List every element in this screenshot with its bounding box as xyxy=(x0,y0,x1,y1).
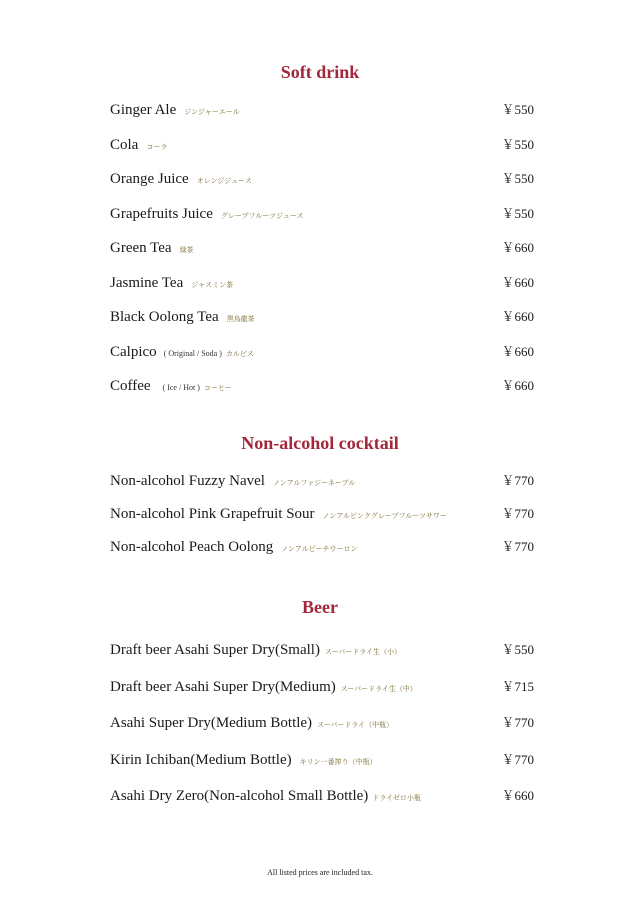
item-price: ￥715 xyxy=(501,679,534,694)
section-title-soft-drink: Soft drink xyxy=(280,62,360,82)
item-name: Jasmine Tea xyxy=(110,275,184,291)
item-price: ￥770 xyxy=(501,539,534,554)
menu-item xyxy=(110,272,534,294)
item-name: Orange Juice xyxy=(110,171,189,187)
item-price: ￥550 xyxy=(501,206,534,221)
menu-item xyxy=(110,470,534,492)
item-variant: ( Original / Soda ) xyxy=(163,349,222,358)
item-japanese-name: カルピス xyxy=(225,350,254,358)
item-name: Non-alcohol Peach Oolong xyxy=(110,539,274,555)
menu-item xyxy=(110,306,534,328)
menu-item xyxy=(110,676,534,698)
menu-item xyxy=(110,375,534,397)
item-japanese-name: ドライゼロ小瓶 xyxy=(372,794,421,802)
item-japanese-name: 緑茶 xyxy=(179,246,194,254)
item-price: ￥660 xyxy=(501,378,534,393)
item-japanese-name: スーパードライ（中瓶） xyxy=(317,721,394,729)
menu-item xyxy=(110,99,534,121)
menu-item xyxy=(110,168,534,190)
menu-item xyxy=(110,503,534,525)
item-price: ￥660 xyxy=(501,309,534,324)
item-japanese-name: コーヒー xyxy=(203,384,232,392)
item-japanese-name: 黒烏龍茶 xyxy=(226,315,255,323)
item-japanese-name: スーパードライ生（中） xyxy=(340,685,417,693)
item-price: ￥550 xyxy=(501,137,534,152)
item-japanese-name: コーラ xyxy=(146,143,168,151)
item-price: ￥660 xyxy=(501,788,534,803)
item-name: Black Oolong Tea xyxy=(110,309,219,325)
item-name: Calpico xyxy=(110,344,157,360)
item-japanese-name: ノンアルファジーネーブル xyxy=(272,479,356,487)
menu-item xyxy=(110,134,534,156)
item-name: Asahi Super Dry(Medium Bottle) xyxy=(110,715,313,731)
menu-item xyxy=(110,203,534,225)
menu-item xyxy=(110,712,534,734)
section-title-beer: Beer xyxy=(302,597,338,617)
item-price: ￥550 xyxy=(501,171,534,186)
item-name: Non-alcohol Fuzzy Navel xyxy=(110,473,265,489)
item-name: Draft beer Asahi Super Dry(Small) xyxy=(110,642,320,658)
item-japanese-name: グレープフルーツジュース xyxy=(220,212,304,220)
item-name: Asahi Dry Zero(Non-alcohol Small Bottle) xyxy=(110,788,369,804)
menu-item xyxy=(110,749,534,771)
item-japanese-name: キリン一番搾り（中瓶） xyxy=(299,758,377,766)
menu-item xyxy=(110,341,534,363)
item-name: Ginger Ale xyxy=(110,102,177,118)
section-title-non-alcohol-cocktail: Non-alcohol cocktail xyxy=(241,433,399,453)
item-price: ￥660 xyxy=(501,240,534,255)
item-name: Non-alcohol Pink Grapefruit Sour xyxy=(110,506,315,522)
tax-footnote: All listed prices are included tax. xyxy=(267,868,373,877)
item-price: ￥770 xyxy=(501,473,534,488)
item-japanese-name: ノンアルピンクグレープフルーツサワー xyxy=(322,512,447,520)
item-japanese-name: スーパードライ生（小） xyxy=(324,648,402,656)
item-price: ￥660 xyxy=(501,344,534,359)
item-name: Cola xyxy=(110,137,139,153)
item-japanese-name: ジャスミン茶 xyxy=(191,281,234,289)
item-name: Green Tea xyxy=(110,240,172,256)
item-price: ￥770 xyxy=(501,715,534,730)
menu-item xyxy=(110,785,534,807)
item-japanese-name: ノンアルピーチウーロン xyxy=(281,545,358,553)
item-price: ￥770 xyxy=(501,506,534,521)
item-price: ￥550 xyxy=(501,642,534,657)
item-japanese-name: オレンジジュース xyxy=(196,177,252,185)
item-japanese-name: ジンジャーエール xyxy=(184,108,240,116)
menu-item xyxy=(110,536,534,558)
item-name: Coffee xyxy=(110,378,151,394)
menu-item xyxy=(110,237,534,259)
item-name: Kirin Ichiban(Medium Bottle) xyxy=(110,752,292,768)
item-price: ￥770 xyxy=(501,752,534,767)
item-name: Grapefruits Juice xyxy=(110,206,213,222)
item-price: ￥550 xyxy=(501,102,534,117)
item-price: ￥660 xyxy=(501,275,534,290)
item-variant: ( Ice / Hot ) xyxy=(162,383,200,392)
item-name: Draft beer Asahi Super Dry(Medium) xyxy=(110,679,336,695)
menu-item xyxy=(110,639,534,661)
